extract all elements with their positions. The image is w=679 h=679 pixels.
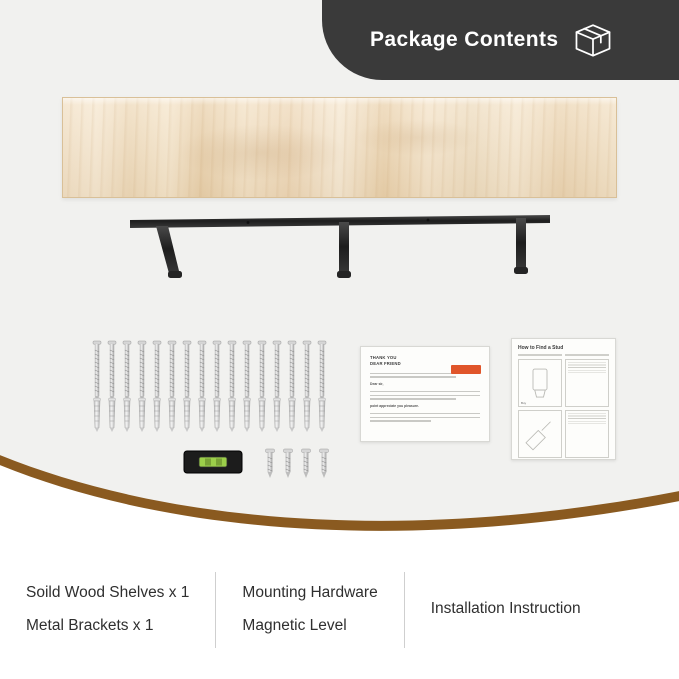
metal-bracket-rail <box>128 211 552 287</box>
header-banner <box>322 0 679 80</box>
wood-grain-texture <box>63 98 616 197</box>
thank-you-title-line1: THANK YOU <box>370 355 397 360</box>
stud-panel-3 <box>518 359 562 407</box>
footer-contents-list <box>0 540 679 679</box>
thank-you-subhead-1: Dear sir, <box>370 381 384 386</box>
stud-panel-caption: Buy <box>521 401 527 405</box>
solid-wood-shelf-board <box>62 97 617 198</box>
thank-you-title-line2: DEAR FRIEND <box>370 361 401 367</box>
stud-guide-title: How to Find a Stud <box>518 345 564 351</box>
footer-item-installation-instruction: Installation Instruction <box>430 600 581 618</box>
brand-badge <box>451 365 481 374</box>
footer-item-magnetic-level: Magnetic Level <box>242 616 347 634</box>
footer-column-1 <box>26 572 215 648</box>
footer-column-2 <box>215 572 403 648</box>
thank-you-body-2 <box>370 391 480 400</box>
stud-panel-4 <box>565 359 609 407</box>
stud-panel-1 <box>518 354 562 356</box>
footer-item-mounting-hardware: Mounting Hardware <box>242 583 378 601</box>
footer-column-3 <box>404 572 607 648</box>
long-screws <box>93 341 326 402</box>
footer-item-metal-brackets: Metal Brackets x 1 <box>26 616 154 634</box>
decorative-swoosh <box>0 421 679 541</box>
thank-you-subhead-2: point appreciate you pleasure. <box>370 403 419 408</box>
box-icon <box>572 20 614 60</box>
page-title: Package Contents <box>370 28 559 51</box>
shelf-top-highlight <box>63 98 616 105</box>
footer-item-wood-shelves: Soild Wood Shelves x 1 <box>26 583 190 601</box>
stud-panel-2 <box>565 354 609 356</box>
